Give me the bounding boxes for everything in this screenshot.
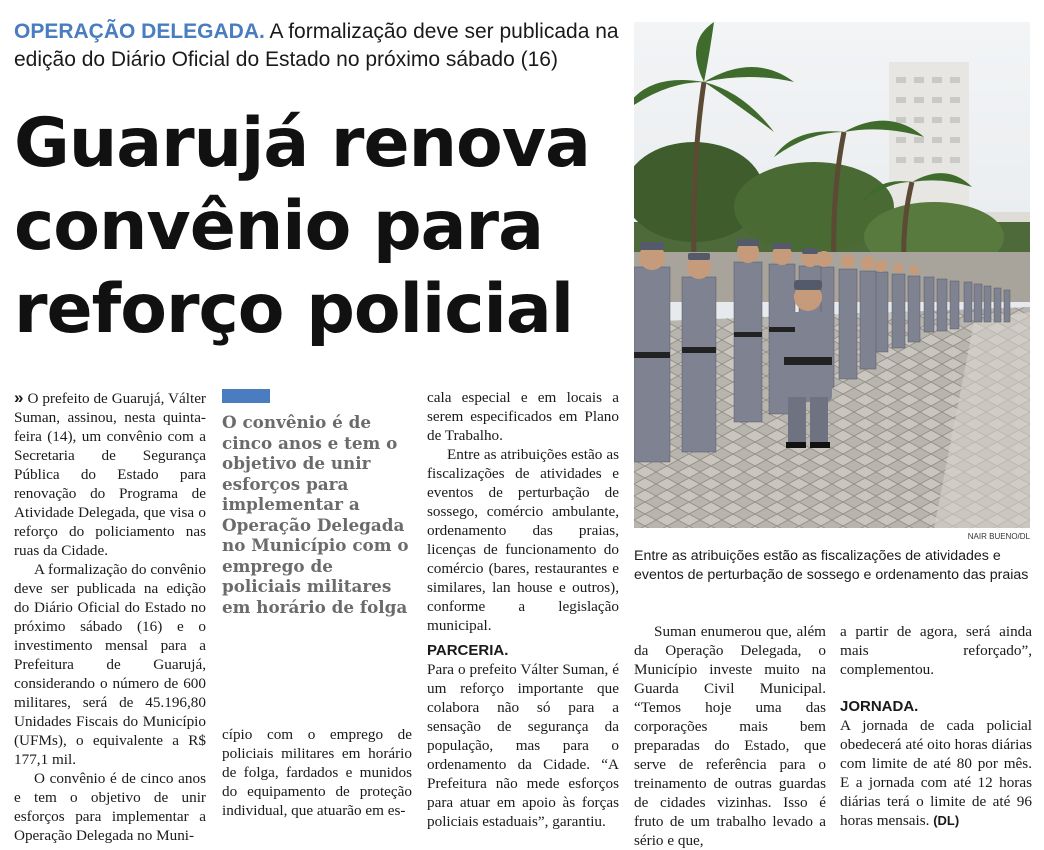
kicker-tag: OPERAÇÃO DELEGADA. <box>14 20 265 43</box>
photo-credit: NAIR BUENO/DL <box>967 532 1030 541</box>
author-signature: (DL) <box>933 813 960 828</box>
pullquote-accent-bar <box>222 389 270 403</box>
paragraph: Entre as atribuições estão as fiscalizações de atividades e eventos de perturbação de sossego, comércio ambulante, ordenamento das praias, licenças de funcionamento do comércio (bares, restaurantes e similares, lan house e outros), conforme a legislação municipal. <box>427 446 619 634</box>
article-column-1 <box>14 388 206 845</box>
photo-caption: Entre as atribuições estão as fiscalizações de atividades e eventos de perturbação de sossego e ordenamento das praias <box>634 548 1029 583</box>
kicker-text: A formalização deve ser publicada na edição do Diário Oficial do Estado no próximo sábado (16) <box>14 20 619 71</box>
paragraph: Suman enumerou que, além da Operação Delegada, o Município investe muito na Guarda Civil Municipal. “Temos hoje uma das corporações mais bem preparadas do Estado, que serve de referência para o treinamento de outras guardas de cidades vizinhas. Isso é fruto de um trabalho levado a sério e que, <box>634 623 826 849</box>
subheading-parceria: PARCERIA. <box>427 642 509 659</box>
article-column-2 <box>222 725 412 820</box>
subheading-jornada: JORNADA. <box>840 698 919 715</box>
paragraph: A jornada de cada policial obedecerá até oito horas diárias com limite de até 80 por mês. E a jornada com até 12 horas diárias terá o limite de até 96 horas mensais. (DL) <box>840 717 1032 829</box>
headline-line-2: convênio para <box>14 187 543 266</box>
paragraph: cala especial e em locais a serem especificados em Plano de Trabalho. <box>427 389 619 444</box>
paragraph: » O prefeito de Guarujá, Válter Suman, assinou, nesta quinta-feira (14), um convênio com a Secretaria de Segurança Pública do Estado para renovação do Programa de Atividade Delegada, que visa o reforço do policiamento nas ruas da Cidade. <box>14 388 206 559</box>
paragraph: O convênio é de cinco anos e tem o objetivo de unir esforços para implementar a Operação Delegada no Muni- <box>14 770 206 844</box>
headline <box>14 102 624 351</box>
headline-line-3: reforço policial <box>14 270 574 349</box>
photo-police-formation <box>634 22 1030 528</box>
paragraph: a partir de agora, será ainda mais reforçado”, complementou. <box>840 623 1032 678</box>
paragraph: A formalização do convênio deve ser publicada na edição do Diário Oficial do Estado no próximo sábado (16) e o investimento mensal para a Prefeitura de Guarujá, considerando o número de 600 militares, será de 45.196,80 Unidades Fiscais do Município (UFMs), o equivalente a R$ 177,1 mil. <box>14 561 206 768</box>
article-column-5 <box>840 622 1032 830</box>
article-column-3 <box>427 388 619 831</box>
double-chevron-icon: » <box>14 388 24 407</box>
paragraph: cípio com o emprego de policiais militares em horário de folga, fardados e munidos do equipamento de proteção individual, que atuarão em es- <box>222 726 412 819</box>
paragraph: Para o prefeito Válter Suman, é um reforço importante que colabora não só para a sensação de segurança da população, mas para o ordenamento da Cidade. “A Prefeitura não mede esforços para atuar em apoio às forças policiais estaduais”, garantiu. <box>427 661 619 830</box>
headline-line-1: Guarujá renova <box>14 104 590 183</box>
article-column-4 <box>634 622 826 850</box>
pullquote: O convênio é de cinco anos e tem o objetivo de unir esforços para implementar a Operação Delegada no Município com o emprego de policiais militares em horário de folga <box>222 412 409 617</box>
police-photo-illustration <box>634 22 1030 528</box>
kicker <box>14 18 624 74</box>
